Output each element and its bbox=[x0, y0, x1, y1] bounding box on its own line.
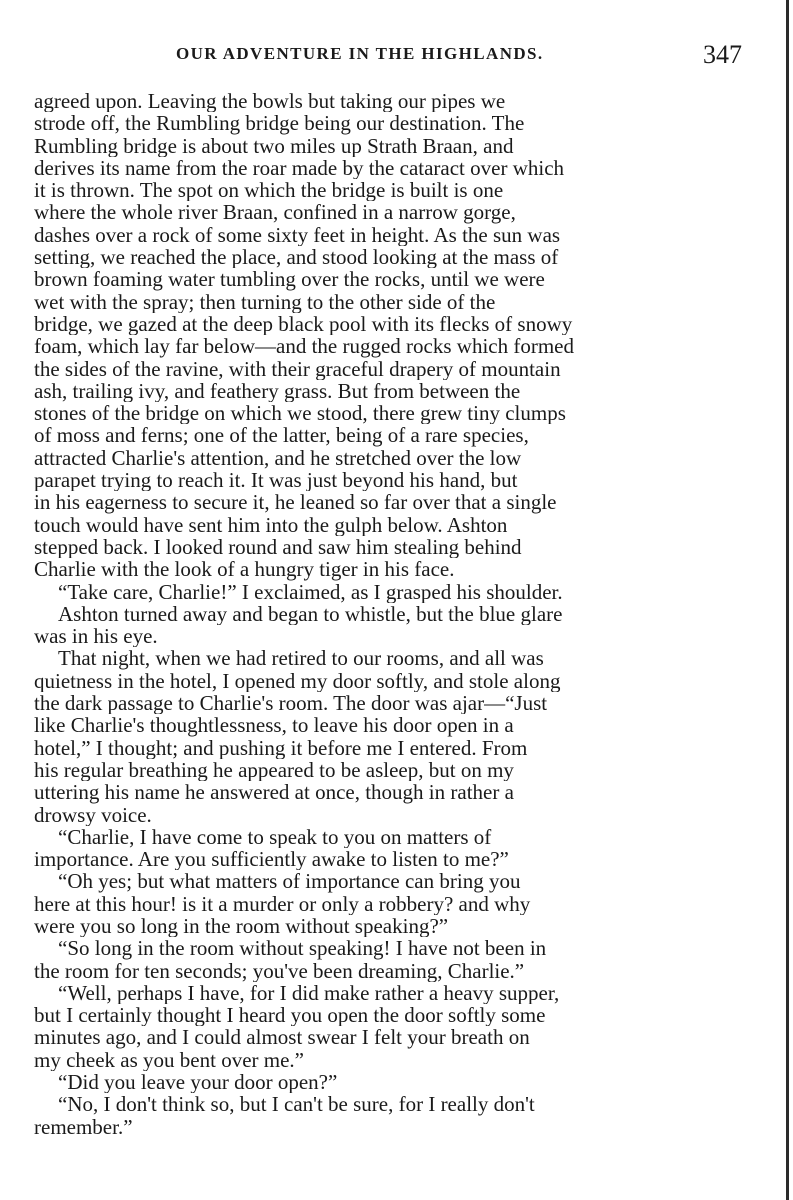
text-line: but I certainly thought I heard you open the door softly some bbox=[34, 1004, 546, 1027]
text-line: “Well, perhaps I have, for I did make rather a heavy supper, bbox=[58, 981, 560, 1005]
text-line: stepped back. I looked round and saw him stealing behind bbox=[34, 535, 522, 559]
text-line: here at this hour! is it a murder or only a robbery? and why bbox=[34, 892, 531, 915]
text-line: “Oh yes; but what matters of importance can bring you bbox=[58, 870, 521, 893]
page-number: 347 bbox=[703, 40, 742, 69]
page-edge-rule bbox=[786, 0, 789, 1200]
text-line: drowsy voice. bbox=[34, 803, 152, 826]
text-line: That night, when we had retired to our rooms, and all was bbox=[58, 647, 544, 670]
text-line: derives its name from the roar made by the cataract over which bbox=[34, 156, 565, 180]
text-line: “No, I don't think so, but I can't be sure, for I really don't bbox=[58, 1093, 535, 1116]
page-header bbox=[32, 40, 742, 72]
text-line: agreed upon. Leaving the bowls but taking our pipes we bbox=[34, 90, 506, 113]
text-line: “So long in the room without speaking! I have not been in bbox=[58, 937, 547, 960]
text-line: in his eagerness to secure it, he leaned so far over that a single bbox=[34, 491, 557, 514]
text-line: attracted Charlie's attention, and he stretched over the low bbox=[34, 446, 522, 470]
text-line: uttering his name he answered at once, though in rather a bbox=[34, 781, 514, 804]
text-line: setting, we reached the place, and stood looking at the mass of bbox=[34, 246, 559, 269]
text-line: parapet trying to reach it. It was just beyond his hand, but bbox=[34, 469, 518, 492]
text-line: strode off, the Rumbling bridge being our destination. The bbox=[34, 112, 525, 135]
body-text bbox=[34, 90, 738, 1138]
text-line: importance. Are you sufficiently awake to listen to me?” bbox=[34, 848, 509, 871]
text-line: the dark passage to Charlie's room. The door was ajar—“Just bbox=[34, 692, 548, 715]
text-line: of moss and ferns; one of the latter, being of a rare species, bbox=[34, 424, 529, 447]
text-line: it is thrown. The spot on which the bridge is built is one bbox=[34, 179, 504, 202]
text-line: stones of the bridge on which we stood, there grew tiny clumps bbox=[34, 402, 566, 425]
text-line: hotel,” I thought; and pushing it before me I entered. From bbox=[34, 736, 528, 759]
text-line: foam, which lay far below—and the rugged rocks which formed bbox=[34, 335, 574, 358]
text-line: the sides of the ravine, with their graceful drapery of mountain bbox=[34, 357, 561, 380]
running-title: OUR ADVENTURE IN THE HIGHLANDS. bbox=[176, 44, 544, 63]
text-line: ash, trailing ivy, and feathery grass. But from between the bbox=[34, 379, 521, 403]
text-line: where the whole river Braan, confined in a narrow gorge, bbox=[34, 201, 516, 224]
text-line: dashes over a rock of some sixty feet in height. As the sun was bbox=[34, 223, 561, 247]
text-line: Charlie with the look of a hungry tiger in his face. bbox=[34, 558, 455, 581]
text-line: Rumbling bridge is about two miles up Strath Braan, and bbox=[34, 134, 514, 157]
text-line: was in his eye. bbox=[34, 625, 158, 648]
text-line: like Charlie's thoughtlessness, to leave his door open in a bbox=[34, 714, 514, 737]
text-line: were you so long in the room without speaking?” bbox=[34, 914, 449, 938]
text-line: wet with the spray; then turning to the other side of the bbox=[34, 290, 496, 313]
text-line: the room for ten seconds; you've been dreaming, Charlie.” bbox=[34, 959, 525, 982]
text-line: his regular breathing he appeared to be asleep, but on my bbox=[34, 758, 514, 782]
text-line: “Charlie, I have come to speak to you on matters of bbox=[58, 825, 492, 849]
text-line: Ashton turned away and began to whistle, but the blue glare bbox=[58, 602, 563, 626]
text-line: my cheek as you bent over me.” bbox=[34, 1048, 304, 1072]
text-line: “Take care, Charlie!” I exclaimed, as I grasped his shoulder. bbox=[58, 580, 563, 603]
text-line: touch would have sent him into the gulph below. Ashton bbox=[34, 513, 508, 536]
text-line: brown foaming water tumbling over the rocks, until we were bbox=[34, 268, 545, 291]
text-line: quietness in the hotel, I opened my door softly, and stole along bbox=[34, 669, 561, 693]
text-line: minutes ago, and I could almost swear I felt your breath on bbox=[34, 1026, 530, 1049]
text-line: remember.” bbox=[34, 1115, 133, 1138]
text-line: “Did you leave your door open?” bbox=[58, 1071, 338, 1094]
text-line: bridge, we gazed at the deep black pool with its flecks of snowy bbox=[34, 312, 573, 336]
